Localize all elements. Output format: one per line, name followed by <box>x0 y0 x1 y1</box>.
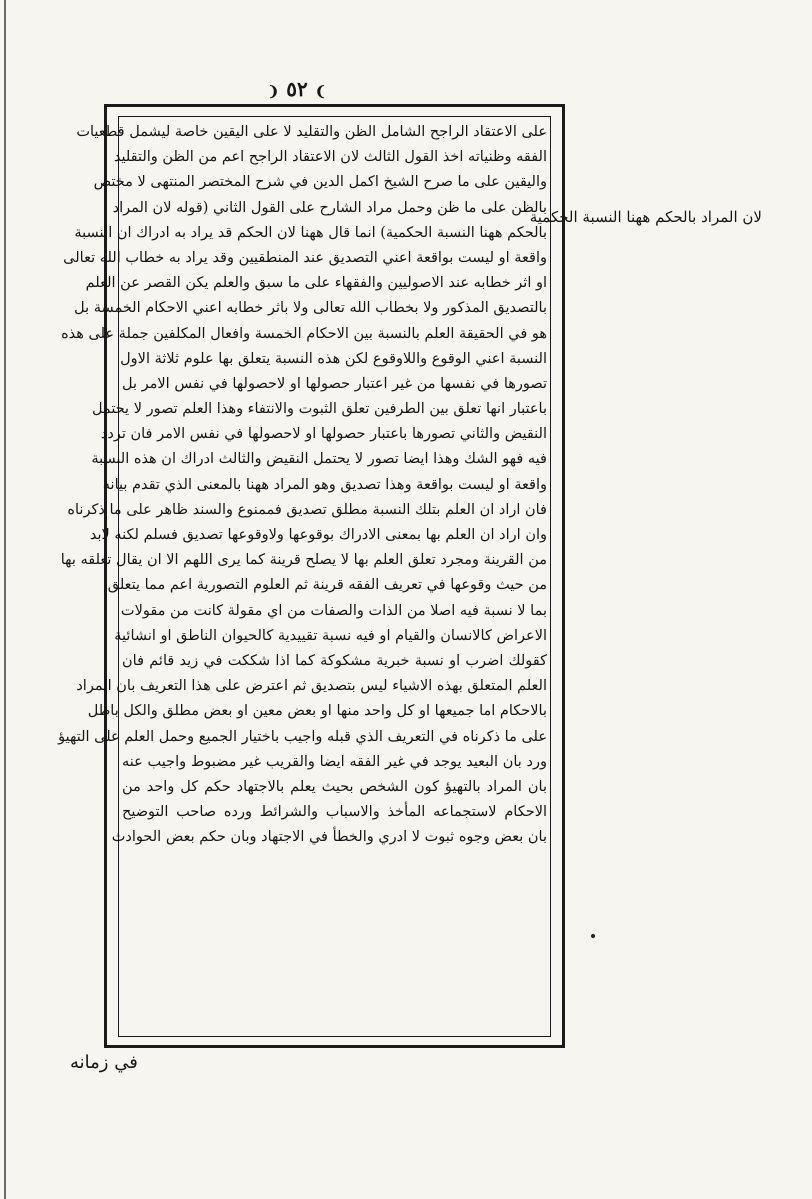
text-line: النسبة اعني الوقوع واللاوقوع لكن هذه النسبة يتعلق بها علوم ثلاثة الاول <box>120 350 547 367</box>
text-line: هو في الحقيقة العلم بالنسبة بين الاحكام الخمسة وافعال المكلفين جملة على هذه <box>61 325 547 342</box>
main-text-column <box>58 120 547 1030</box>
text-line: باعتبار انها تعلق بين الطرفين تعلق الثبوت والانتفاء وهذا العلم تصور لا يحتمل <box>91 401 547 418</box>
ink-speck <box>591 934 595 938</box>
text-line: بالحكم ههنا النسبة الحكمية) انما قال ههنا لان الحكم قد يراد به ادراك ان النسبة <box>74 224 547 241</box>
text-line: على الاعتقاد الراجح الشامل الظن والتقليد لا على اليقين خاصة ليشمل قطعيات <box>76 124 547 140</box>
text-line: النقيض والثاني تصورها باعتبار حصولها او لاحصولها في نفس الامر فان تردد <box>100 426 547 443</box>
text-line: واقعة او ليست بواقعة اعني التصديق عند المنطقيين وقد يراد به خطاب الله تعالى <box>63 249 547 266</box>
text-line: بالاحكام اما جميعها او كل واحد منها او بعض معين او بعض مطلق والكل باطل <box>87 703 547 720</box>
text-line: بان بعض وجوه ثبوت لا ادري والخطأ في الاجتهاد وبان حكم بعض الحوادث <box>111 829 547 846</box>
text-line: فيه فهو الشك وهذا ايضا تصور لا يحتمل النقيض والثالث ادراك ان هذه النسبة <box>91 451 547 468</box>
text-line: فان اراد ان العلم بتلك النسبة مطلق تصديق فممنوع والسند ظاهر على ما ذكرناه <box>67 501 547 518</box>
text-line: بان المراد بالتهيؤ كون الشخص بحيث يعلم بالاجتهاد حكم كل واحد من <box>122 778 547 795</box>
text-line: او اثر خطابه عند الاصوليين والفقهاء على ما سبق والعلم يكن القصر عن العلم <box>85 275 547 292</box>
page-number <box>262 76 332 102</box>
text-line: على ما ذكرناه في التعريف الذي قبله واجيب باختيار الجميع وحمل العلم على التهيؤ <box>58 728 547 745</box>
page-number-ornament-left: ❨ <box>267 84 280 100</box>
text-line: الاعراض كالانسان والقيام او فيه نسبة تقييدية كالحيوان الناطق او انشائية <box>114 627 547 644</box>
text-line: تصورها في نفسها من غير اعتبار حصولها او لاحصولها في نفس الامر بل <box>122 375 547 392</box>
text-line: من حيث وقوعها في تعريف الفقه قرينة ثم العلوم التصورية اعم مما يتعلق <box>107 577 547 594</box>
text-line: بما لا نسبة فيه اصلا من الذات والصفات من اي مقولة كانت من مقولات <box>120 602 547 619</box>
text-line: واقعة او ليست بواقعة وهذا تصديق وهو المراد ههنا بالمعنى الذي تقدم بيانه <box>102 476 547 493</box>
text-line: من القرينة ومجرد تعلق العلم بها لا يصلح قرينة كما يرى اللهم الا ان يقال تعلقه بها <box>60 552 547 569</box>
page-number-value: ٥٢ <box>286 77 308 101</box>
page-number-ornament-right: ❩ <box>314 84 327 100</box>
text-line: ورد بان البعيد يوجد في غير الفقه ايضا والقريب غير مضبوط واجيب عنه <box>122 753 547 770</box>
catchword: في زمانه <box>70 1052 138 1073</box>
text-line: بالتصديق المذكور ولا بخطاب الله تعالى ولا باثر خطابه اعني الاحكام الخمسة بل <box>74 300 547 317</box>
text-line: واليقين على ما صرح الشيخ اكمل الدين في شرح المختصر المنتهى لا مختص <box>93 174 547 191</box>
text-line: كقولك اضرب او نسبة خبرية مشكوكة كما اذا شككت في زيد قائم فان <box>122 652 547 669</box>
text-line: الفقه وظنياته اخذ القول الثالث لان الاعتقاد الراجح اعم من الظن والتقليد <box>113 149 547 166</box>
text-line: الاحكام لاستجماعه المأخذ والاسباب والشرائط ورده صاحب التوضيح <box>122 804 547 821</box>
text-line: العلم المتعلق بهذه الاشياء ليس بتصديق ثم اعترض على هذا التعريف بان المراد <box>76 678 547 695</box>
text-line: وان اراد ان العلم بها بمعنى الادراك بوقوعها ولاوقوعها تصديق فسلم لكنه لابد <box>89 527 547 543</box>
text-line: بالظن على ما ظن وحمل مراد الشارح على القول الثاني (قوله لان المراد <box>112 199 547 216</box>
margin-note: لان المراد بالحكم ههنا النسبة الحكمية <box>529 208 762 226</box>
page-edge-line <box>4 0 6 1199</box>
